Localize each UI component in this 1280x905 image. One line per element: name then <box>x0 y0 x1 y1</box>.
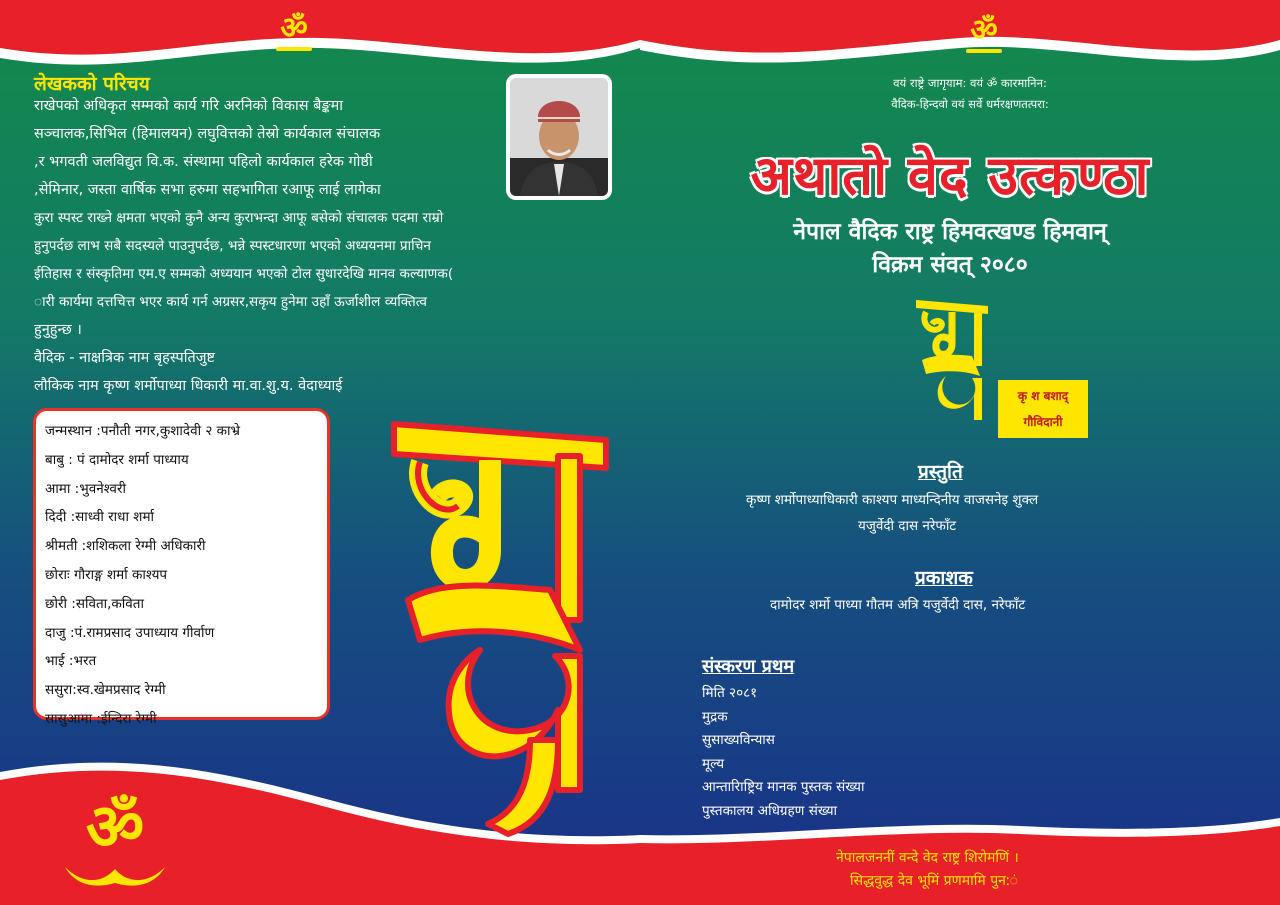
bio-line: राखेपको अधिकृत सम्मको कार्य गरि अरनिको विकास बैङ्कमा <box>34 98 344 114</box>
bio-line: ,र भगवती जलविद्युत वि.क. संस्थामा पहिलो कार्यकाल हरेक गोष्ठी <box>34 154 373 170</box>
motto-line-1: वयं राष्ट्रे जागृयाम: वयं ॐ कारमानिन: <box>893 76 1047 90</box>
info-row: सासुआमा :ईन्दिरा रेग्मी <box>45 710 157 727</box>
bio-line: लौकिक नाम कृष्ण शर्मोपाध्या धिकारी मा.वा.शु.य. वेदाध्याई <box>34 378 343 394</box>
bio-line: कुरा स्पस्ट राख्ने क्षमता भएको कुनै अन्य कुराभन्दा आफू बसेको संचालक पदमा राम्रो <box>34 210 444 226</box>
edition-row: मुद्रक <box>702 708 728 725</box>
bio-text <box>34 92 453 400</box>
edition-row: सुसाख्यविन्यास <box>702 732 775 748</box>
subtitle-line-2: विक्रम संवत् २०८० <box>872 252 1028 278</box>
presented-heading: प्रस्तुति <box>918 461 963 483</box>
info-row: जन्मस्थान :पनौती नगर,कुशादेवी २ काभ्रे <box>45 423 241 439</box>
publisher-line: दामोदर शर्मो पाध्या गौतम अत्रि यजुर्वेदी दास, नरेफाँट <box>770 597 1026 613</box>
nepal-calligraphy <box>380 410 630 840</box>
book-title: अथातो वेद उत्कण्ठा <box>750 143 1150 207</box>
edition-row: मूल्य <box>702 755 725 772</box>
nepal-logo <box>912 296 992 426</box>
info-row: ससुरा:स्व.खेमप्रसाद रेग्मी <box>45 682 166 699</box>
motto-line-2: वैदिक-हिन्दवो वयं सर्वे धर्मरक्षणतत्परा: <box>891 97 1049 111</box>
info-row: आमा :भुवनेश्वरी <box>45 480 126 497</box>
subtitle-line-1: नेपाल वैदिक राष्ट्र हिमवत्खण्ड हिमवान् <box>793 219 1107 245</box>
bio-line: ,सेमिनार, जस्ता वार्षिक सभा हरुमा सहभागिता रआफू लाई लागेका <box>34 182 381 198</box>
info-row: दाजु :पं.रामप्रसाद उपाध्याय गीर्वाण <box>45 624 215 641</box>
bio-line: वैदिक - नाक्षत्रिक नाम बृहस्पतिजुष्ट <box>34 350 215 366</box>
publisher-heading: प्रकाशक <box>915 567 973 589</box>
om-icon: ॐ <box>276 6 312 50</box>
publisher-logo-box <box>998 380 1088 438</box>
om-icon: ॐ <box>966 8 1002 52</box>
presented-line-1: कृष्ण शर्मोपाध्याधिकारी काश्यप माध्यन्दिनीय वाजसनेइ शुक्ल <box>746 492 1039 508</box>
edition-list <box>702 682 865 823</box>
logo-text-2: गौविदानी <box>1023 415 1063 429</box>
info-box <box>33 408 330 727</box>
bio-line: हुनुहुन्छ । <box>34 322 82 338</box>
edition-row: पुस्तकालय अधिग्रहण संख्या <box>702 802 838 819</box>
presented-line-2: यजुर्वेदी दास नरेफाँट <box>858 518 957 534</box>
bio-line: ारी कार्यमा दत्तचित्त भएर कार्य गर्न अग्रसर,सकृय हुनेमा उहाँ ऊर्जाशील व्यक्तित्व <box>34 294 427 310</box>
footer-line-2: सिद्धवुद्ध देव भूमिं प्रणमामि पुन:ं <box>850 873 1018 889</box>
bio-line: सञ्चालक,सिभिल (हिमालयन) लघुवित्तको तेस्रो कार्यकाल संचालक <box>34 126 381 142</box>
om-lotus-icon: ॐ <box>60 795 170 890</box>
logo-text-1: कृ श बशाद् <box>1017 389 1069 403</box>
footer-line-1: नेपालजननीं वन्दे वेद राष्ट्र शिरोमणिं । <box>836 850 1019 866</box>
edition-heading: संस्करण प्रथम <box>702 656 795 677</box>
bio-title: लेखकको परिचय <box>34 73 150 95</box>
bio-line: ईतिहास र संस्कृतिमा एम.ए सम्मको अध्ययान भएको टोल सुधारदेखि मानव कल्याणक( <box>34 266 454 282</box>
info-row: छोरी :सविता,कविता <box>45 595 144 612</box>
info-row: श्रीमती :शशिकला रेग्मी अधिकारी <box>45 538 206 555</box>
info-row: छोराः गौराङ्ग शर्मा काश्यप <box>45 566 168 583</box>
bio-line: हुनुपर्दछ लाभ सबै सदस्यले पाउनुपर्दछ, भन्ने स्पस्टधारणा भएको अध्ययनमा प्राचिन <box>34 238 431 254</box>
edition-row: मिति २०८१ <box>702 685 758 701</box>
edition-row: आन्तारािष्ट्रिय मानक पुस्तक संख्या <box>702 779 865 795</box>
info-row: भाई :भरत <box>45 653 97 670</box>
author-photo <box>506 74 612 200</box>
info-row: दिदी :साध्वी राधा शर्मा <box>45 509 155 526</box>
info-row: बाबु : पं दामोदर शर्मा पाध्याय <box>45 451 189 468</box>
